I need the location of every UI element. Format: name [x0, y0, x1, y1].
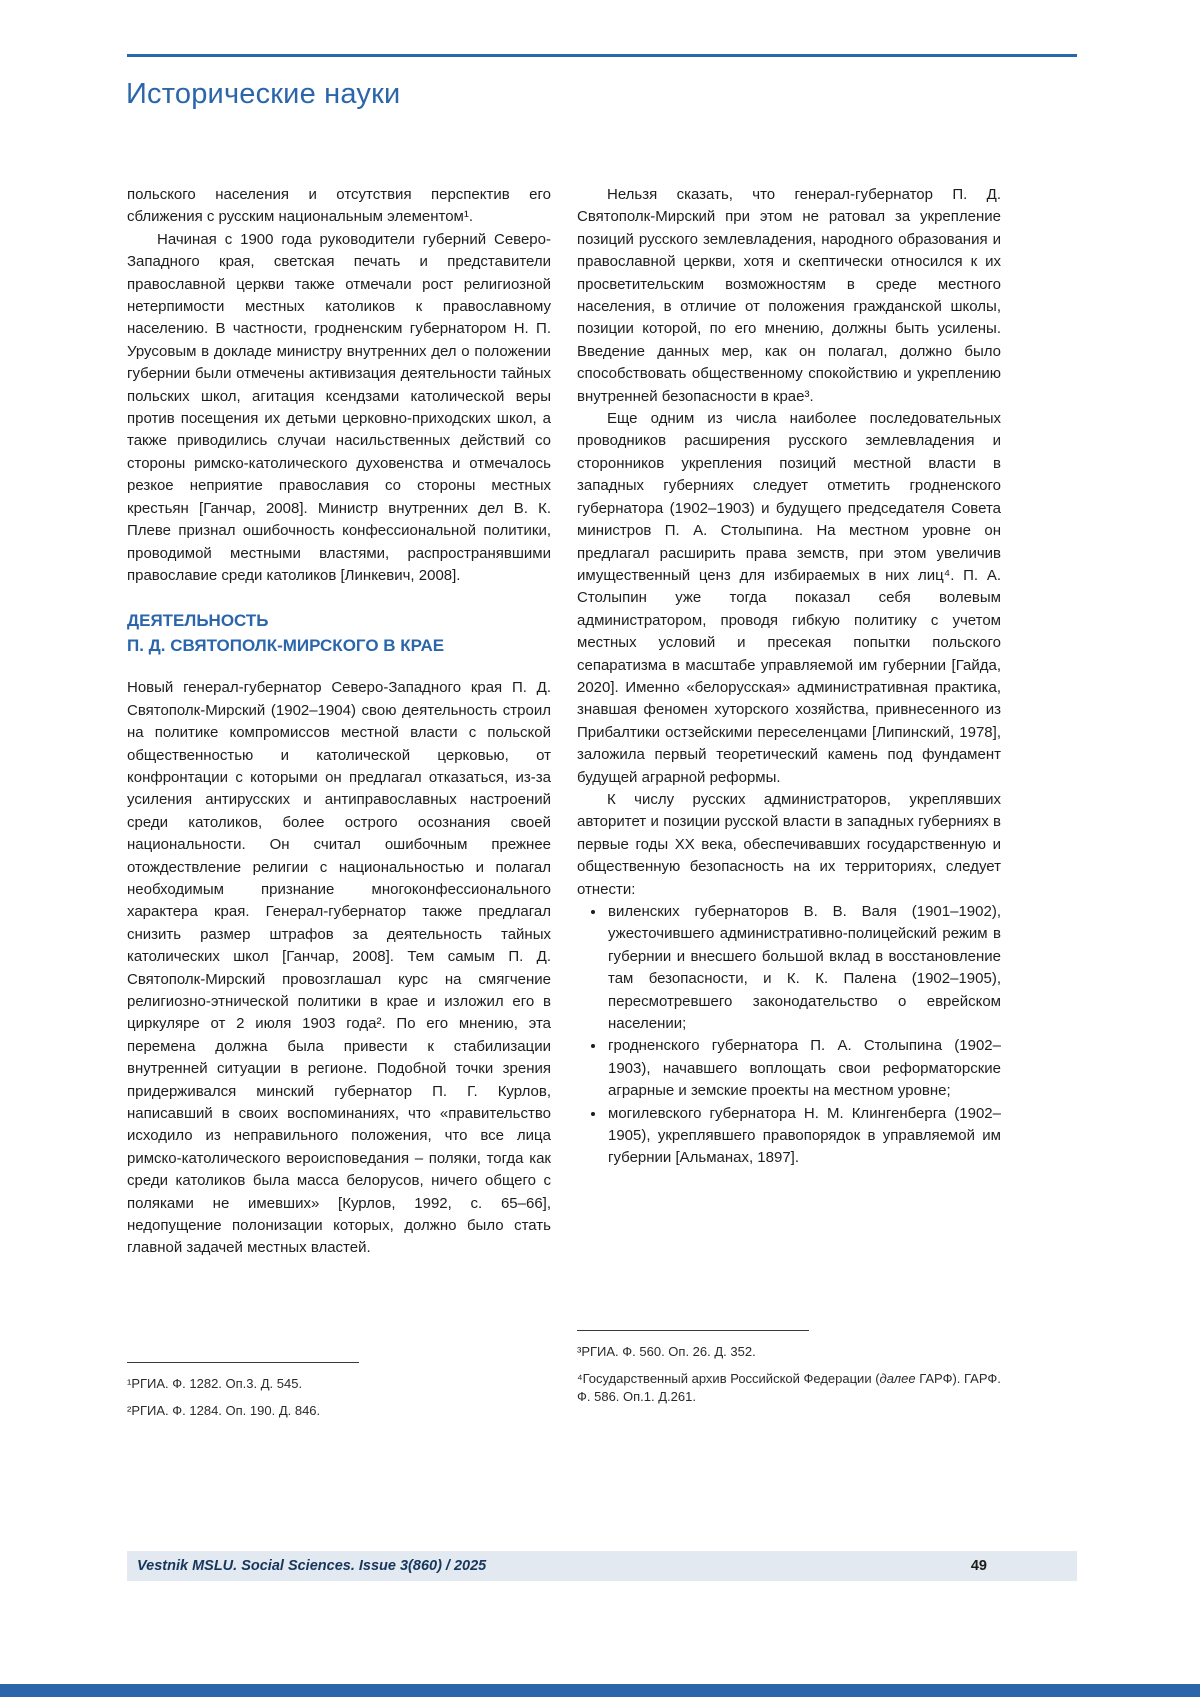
left-footnotes — [127, 1362, 551, 1428]
right-footnotes — [577, 1330, 1001, 1415]
footnote-text: ⁴Государственный архив Российской Федерации ( — [577, 1370, 880, 1386]
paragraph: польского населения и отсутствия перспектив его сближения с русским национальным элементом¹. — [127, 186, 551, 226]
bullet-item: • гродненского губернатора П. А. Столыпина (1902–1903), начавшего воплощать свои реформаторские аграрные и земские проекты на местном уровне; — [606, 1035, 1001, 1102]
page-number: 49 — [970, 1558, 987, 1574]
paragraph: Новый генерал-губернатор Северо-Западного края П. Д. Святополк-Мирский (1902–1904) свою деятельность строил на политике компромиссов местной власти с польской общественностью и католической церковью, от конфронтации с которыми он предлагал отказаться, из-за усиления антирусских и антиправославных настроений среди католиков, более острого осознания своей национальности. Он считал ошибочным прежнее отождествление религии с национальностью и полагал необходимым признание многоконфессионального характера края. Генерал-губернатор также предлагал снизить размер штрафов за деятельность тайных католических школ [Ганчар, 2008]. Тем самым П. Д. Святополк-Мирский провозглашал курс на смягчение религиозно-этнической политики в крае и изложил его в циркуляре от 2 июля 1903 года². По его мнению, эта перемена должна была привести к стабилизации внутренней ситуации в регионе. Подобной точки зрения придерживался минский губернатор П. Г. Курлов, написавший в своих воспоминаниях, что «правительство исходило из неправильного положения, что все лица римско-католического вероисповедания – поляки, тогда как среди католиков была масса белорусов, ничего общего с поляками не имевших» [Курлов, 1992, с. 65–66], недопущение полонизации которых, должно было стать главной задачей местных властей. — [127, 679, 551, 1257]
footnote: ¹РГИА. Ф. 1282. Оп.3. Д. 545. — [127, 1376, 303, 1391]
paragraph: К числу русских администраторов, укреплявших авторитет и позиции русской власти в западных губерниях в первые годы XX века, обеспечивавших государственную и общественную безопасность на их территориях, следует отнести: — [577, 790, 1001, 898]
bullet-list — [577, 901, 1001, 1170]
paragraph: Нельзя сказать, что генерал-губернатор П. Д. Святополк-Мирский при этом не ратовал за укрепление позиций русского землевладения, народного образования и православной церкви, хотя и скептически относился к их просветительским возможностям в среде местного населения, в отличие от положения гражданской школы, позиции которой, по его мнению, должны быть усилены. Введение данных мер, как он полагал, должно было способствовать общественному спокойствию и укреплению внутренней безопасности в крае³. — [577, 186, 1001, 405]
footnote-text: ГАРФ). ГАРФ. Ф. 586. Оп.1. Д.261. — [577, 1370, 1001, 1404]
right-column — [577, 184, 1001, 1332]
bottom-accent-bar — [0, 1684, 1200, 1697]
section-heading — [127, 608, 551, 658]
footnote: ³РГИА. Ф. 560. Оп. 26. Д. 352. — [577, 1344, 756, 1359]
bullet-item: • могилевского губернатора Н. М. Клингенберга (1902–1905), укреплявшего правопорядок в управляемой им губернии [Альманах, 1897]. — [606, 1103, 1001, 1170]
top-rule — [127, 54, 1077, 57]
footnote-rule — [127, 1362, 359, 1363]
section-heading-line2: П. Д. СВЯТОПОЛК-МИРСКОГО В КРАЕ — [127, 636, 445, 656]
section-heading-line1: ДЕЯТЕЛЬНОСТЬ — [127, 611, 269, 631]
footnote-rule — [577, 1330, 809, 1331]
bullet-item: • виленских губернаторов В. В. Валя (1901–1902), ужесточившего административно-полицейский режим в губернии и внесшего большой вклад в восстановление там безопасности, и К. К. Палена (1902–1905), пересмотревшего законодательство о еврейском населении; — [606, 901, 1001, 1035]
footnote-italic-text: далее — [879, 1370, 916, 1386]
footnote — [577, 1370, 1001, 1407]
footer-bar — [127, 1551, 1077, 1581]
page-title: Исторические науки — [126, 78, 401, 110]
paragraph: Начиная с 1900 года руководители губерний Северо-Западного края, светская печать и представители православной церкви также отмечали рост религиозной нетерпимости местных католиков к православному населению. В частности, гродненским губернатором Н. П. Урусовым в докладе министру внутренних дел о положении губернии были отмечены активизация деятельности тайных польских школ, агитация ксендзами католической веры против посещения их детьми церковно-приходских школ, а также приводились случаи насильственных действий со стороны римско-католического духовенства и отмечалось резкое неприятие православия со стороны местных крестьян [Ганчар, 2008]. Министр внутренних дел В. К. Плеве признал ошибочность конфессиональной политики, проводимой местными властями, распространявшими православие среди католиков [Линкевич, 2008]. — [127, 230, 551, 584]
footnote: ²РГИА. Ф. 1284. Оп. 190. Д. 846. — [127, 1402, 321, 1418]
footer-journal-title: Vestnik MSLU. Social Sciences. Issue 3(860) / 2025 — [137, 1558, 487, 1574]
paragraph: Еще одним из числа наиболее последовательных проводников расширения русского землевладения и сторонников укрепления позиций местной власти в западных губерниях следует отметить гродненского губернатора (1902–1903) и будущего председателя Совета министров П. А. Столыпина. На местном уровне он предлагал расширить права земств, при этом увеличив имущественный ценз для избираемых в них лиц⁴. П. А. Столыпин уже тогда показал себя волевым администратором, проводя гибкую политику с учетом местных условий и пресекая попытки польского сепаратизма в масштабе управляемой им губернии [Гайда, 2020]. Именно «белорусская» административная практика, знавшая феномен хуторского хозяйства, привнесенного из Прибалтики остзейскими переселенцами [Липинский, 1978], заложила первый теоретический камень под фундамент будущей аграрной реформы. — [577, 410, 1001, 786]
left-column — [127, 184, 551, 1369]
